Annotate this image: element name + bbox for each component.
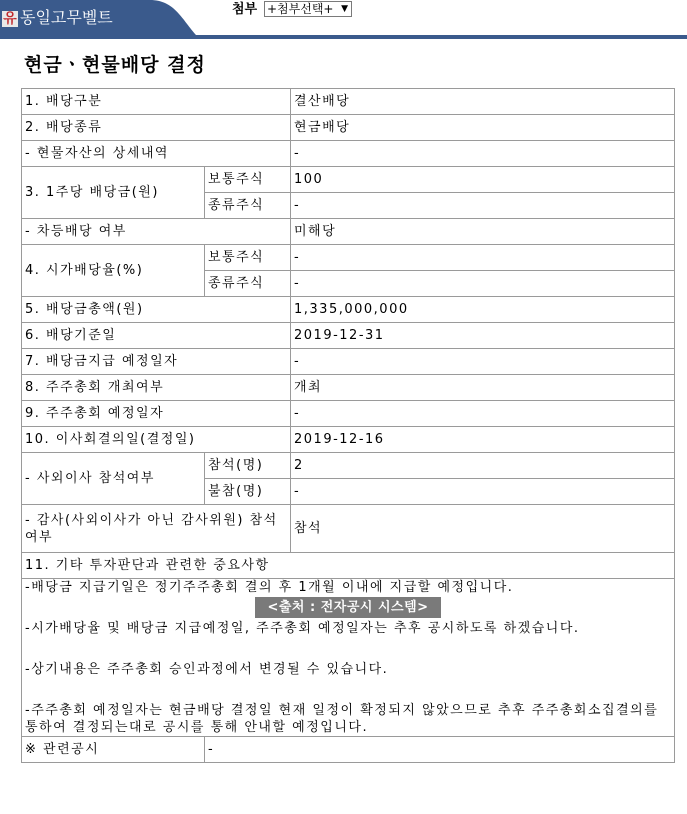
row-value: 결산배당 [291, 89, 675, 115]
table-row [22, 115, 675, 141]
header-bar [0, 0, 687, 40]
table-row [22, 427, 675, 453]
company-tab [0, 0, 197, 36]
source-badge [25, 597, 671, 619]
row-value: - [291, 245, 675, 271]
row-value: - [291, 349, 675, 375]
page-title: 현금ㆍ현물배당 결정 [24, 54, 206, 76]
note-spacer [25, 678, 671, 702]
row-label: 5. 배당금총액(원) [22, 297, 291, 323]
dropdown-arrow-icon: ▼ [341, 4, 348, 14]
table-row [22, 349, 675, 375]
table-row [22, 505, 675, 553]
row-sublabel: 참석(명) [205, 453, 291, 479]
table-row [22, 167, 675, 193]
note-spacer [25, 637, 671, 661]
table-row [22, 89, 675, 115]
table-row [22, 453, 675, 479]
row-value: 2019-12-16 [291, 427, 675, 453]
row-value: - [291, 193, 675, 219]
table-row [22, 141, 675, 167]
row-label: 4. 시가배당율(%) [22, 245, 205, 297]
table-row [22, 553, 675, 579]
row-label: 1. 배당구분 [22, 89, 291, 115]
table-row [22, 297, 675, 323]
row-sublabel: 보통주식 [205, 245, 291, 271]
row-value: - [291, 271, 675, 297]
table-row [22, 323, 675, 349]
row-value: 현금배당 [291, 115, 675, 141]
note-line: -시가배당율 및 배당금 지급예정일, 주주총회 예정일자는 추후 공시하도록 하겠습니다. [25, 621, 580, 636]
notes-cell [22, 579, 675, 737]
row-label: 8. 주주총회 개최여부 [22, 375, 291, 401]
row-label: 6. 배당기준일 [22, 323, 291, 349]
row-label: ※ 관련공시 [22, 737, 205, 763]
row-value: - [291, 141, 675, 167]
row-value: - [291, 401, 675, 427]
row-sublabel: 불참(명) [205, 479, 291, 505]
table-row [22, 579, 675, 737]
row-sublabel: 종류주식 [205, 271, 291, 297]
row-value: 1,335,000,000 [291, 297, 675, 323]
note-line: -주주총회 예정일자는 현금배당 결정일 현재 일정이 확정되지 않았으므로 추후 주주총회소집결의를 통하여 결정되는대로 공시를 통해 안내할 예정입니다. [25, 703, 659, 735]
table-row [22, 375, 675, 401]
header-divider [0, 35, 687, 39]
table-row [22, 245, 675, 271]
attach-select-value: +첨부선택+ [267, 2, 334, 16]
row-label: 11. 기타 투자판단과 관련한 중요사항 [22, 553, 675, 579]
company-logo-icon: 유 [3, 11, 17, 27]
row-label: 9. 주주총회 예정일자 [22, 401, 291, 427]
table-row [22, 401, 675, 427]
row-label: - 현물자산의 상세내역 [22, 141, 291, 167]
row-sublabel: 보통주식 [205, 167, 291, 193]
row-label: 3. 1주당 배당금(원) [22, 167, 205, 219]
attach-select[interactable] [264, 1, 352, 17]
attach-label: 첨부 [232, 2, 258, 17]
row-value: 미해당 [291, 219, 675, 245]
row-label: - 감사(사외이사가 아닌 감사위원) 참석여부 [22, 505, 291, 553]
row-label: - 사외이사 참석여부 [22, 453, 205, 505]
company-name: 동일고무벨트 [20, 8, 113, 27]
row-value: 2019-12-31 [291, 323, 675, 349]
row-label: 2. 배당종류 [22, 115, 291, 141]
row-label: 7. 배당금지급 예정일자 [22, 349, 291, 375]
note-line: -배당금 지급기일은 정기주주총회 결의 후 1개월 이내에 지급할 예정입니다. [25, 580, 514, 595]
table-row [22, 737, 675, 763]
row-label: - 차등배당 여부 [22, 219, 291, 245]
disclosure-table [21, 88, 675, 763]
row-value: 참석 [291, 505, 675, 553]
note-line: -상기내용은 주주총회 승인과정에서 변경될 수 있습니다. [25, 662, 389, 677]
row-value: - [291, 479, 675, 505]
table-row [22, 219, 675, 245]
row-value: 100 [291, 167, 675, 193]
row-sublabel: 종류주식 [205, 193, 291, 219]
row-value: - [205, 737, 675, 763]
row-label: 10. 이사회결의일(결정일) [22, 427, 291, 453]
source-badge-text: <출처 : 전자공시 시스템> [255, 597, 440, 618]
row-value: 2 [291, 453, 675, 479]
row-value: 개최 [291, 375, 675, 401]
